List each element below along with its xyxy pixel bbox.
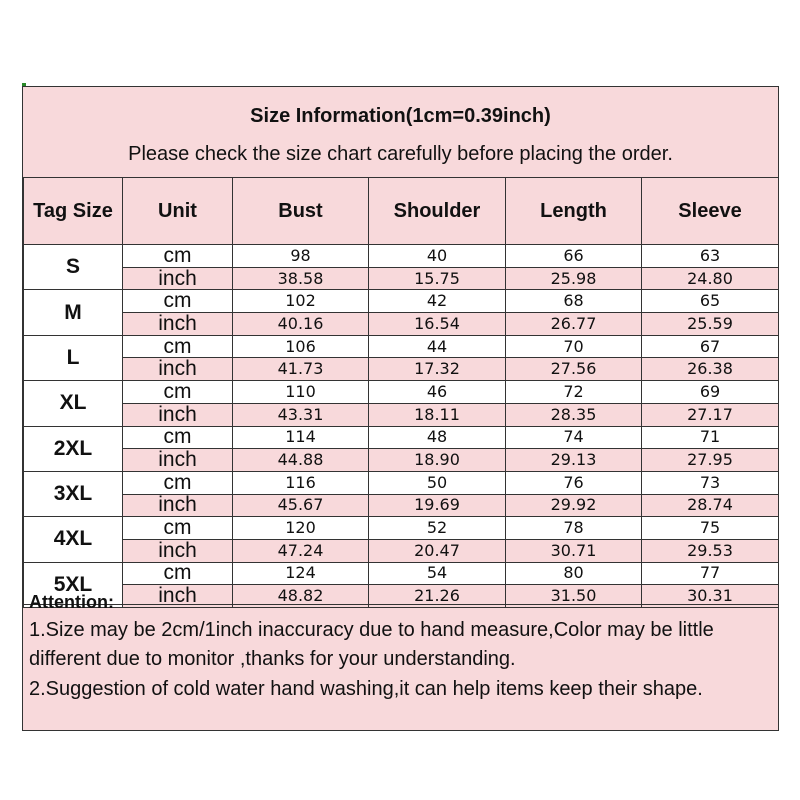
unit-cell: cm: [123, 562, 233, 585]
value-cell: 70: [506, 335, 642, 358]
value-cell: 52: [369, 517, 506, 540]
unit-cell: cm: [123, 381, 233, 404]
unit-cell: inch: [123, 358, 233, 381]
table-row: [24, 403, 779, 426]
value-cell: 77: [642, 562, 779, 585]
unit-cell: cm: [123, 426, 233, 449]
value-cell: 80: [506, 562, 642, 585]
unit-cell: inch: [123, 403, 233, 426]
value-cell: 110: [233, 381, 369, 404]
value-cell: 38.58: [233, 267, 369, 290]
value-cell: 18.90: [369, 449, 506, 472]
tag-size-cell: M: [24, 290, 123, 335]
value-cell: 30.71: [506, 539, 642, 562]
value-cell: 63: [642, 245, 779, 268]
value-cell: 27.95: [642, 449, 779, 472]
value-cell: 29.53: [642, 539, 779, 562]
tag-size-cell: L: [24, 335, 123, 380]
tag-size-cell: XL: [24, 381, 123, 426]
value-cell: 40: [369, 245, 506, 268]
value-cell: 69: [642, 381, 779, 404]
tag-size-cell: S: [24, 245, 123, 290]
col-header-length: Length: [506, 178, 642, 245]
col-header-shoulder: Shoulder: [369, 178, 506, 245]
value-cell: 30.31: [642, 585, 779, 608]
note-2: 2.Suggestion of cold water hand washing,it can help items keep their shape.: [29, 678, 703, 700]
value-cell: 46: [369, 381, 506, 404]
size-table: [23, 177, 779, 608]
value-cell: 120: [233, 517, 369, 540]
col-header-unit: Unit: [123, 178, 233, 245]
table-row: [24, 449, 779, 472]
unit-cell: cm: [123, 471, 233, 494]
tag-size-cell: 4XL: [24, 517, 123, 562]
value-cell: 28.35: [506, 403, 642, 426]
table-row: [24, 471, 779, 494]
unit-cell: inch: [123, 539, 233, 562]
value-cell: 16.54: [369, 313, 506, 336]
value-cell: 116: [233, 471, 369, 494]
value-cell: 29.13: [506, 449, 642, 472]
value-cell: 78: [506, 517, 642, 540]
value-cell: 74: [506, 426, 642, 449]
unit-cell: cm: [123, 517, 233, 540]
value-cell: 26.38: [642, 358, 779, 381]
table-row: [24, 539, 779, 562]
value-cell: 26.77: [506, 313, 642, 336]
tag-size-cell: 5XL: [24, 562, 123, 607]
value-cell: 102: [233, 290, 369, 313]
value-cell: 71: [642, 426, 779, 449]
value-cell: 67: [642, 335, 779, 358]
value-cell: 43.31: [233, 403, 369, 426]
table-row: [24, 313, 779, 336]
value-cell: 21.26: [369, 585, 506, 608]
table-row: [24, 335, 779, 358]
value-cell: 50: [369, 471, 506, 494]
unit-cell: inch: [123, 449, 233, 472]
value-cell: 68: [506, 290, 642, 313]
unit-cell: inch: [123, 313, 233, 336]
value-cell: 72: [506, 381, 642, 404]
value-cell: 20.47: [369, 539, 506, 562]
unit-cell: inch: [123, 267, 233, 290]
chart-header: [23, 87, 778, 178]
table-row: [24, 245, 779, 268]
value-cell: 28.74: [642, 494, 779, 517]
table-row: [24, 517, 779, 540]
col-header-tag-size: Tag Size: [24, 178, 123, 245]
table-row: [24, 358, 779, 381]
value-cell: 44: [369, 335, 506, 358]
table-row: [24, 290, 779, 313]
value-cell: 106: [233, 335, 369, 358]
value-cell: 73: [642, 471, 779, 494]
unit-cell: inch: [123, 494, 233, 517]
value-cell: 124: [233, 562, 369, 585]
unit-cell: cm: [123, 335, 233, 358]
value-cell: 42: [369, 290, 506, 313]
unit-cell: cm: [123, 290, 233, 313]
value-cell: 48: [369, 426, 506, 449]
unit-cell: cm: [123, 245, 233, 268]
value-cell: 25.59: [642, 313, 779, 336]
value-cell: 45.67: [233, 494, 369, 517]
table-header-row: [24, 178, 779, 245]
value-cell: 41.73: [233, 358, 369, 381]
value-cell: 98: [233, 245, 369, 268]
value-cell: 48.82: [233, 585, 369, 608]
table-row: [24, 426, 779, 449]
value-cell: 66: [506, 245, 642, 268]
table-row: [24, 562, 779, 585]
value-cell: 29.92: [506, 494, 642, 517]
value-cell: 31.50: [506, 585, 642, 608]
value-cell: 65: [642, 290, 779, 313]
size-chart: [22, 86, 779, 731]
table-row: [24, 494, 779, 517]
size-table-body: [24, 245, 779, 608]
value-cell: 47.24: [233, 539, 369, 562]
tag-size-cell: 2XL: [24, 426, 123, 471]
value-cell: 18.11: [369, 403, 506, 426]
value-cell: 40.16: [233, 313, 369, 336]
value-cell: 17.32: [369, 358, 506, 381]
unit-cell: inch: [123, 585, 233, 608]
tag-size-cell: 3XL: [24, 471, 123, 516]
attention-label: Attention:: [29, 592, 114, 612]
value-cell: 15.75: [369, 267, 506, 290]
note-1: 1.Size may be 2cm/1inch inaccuracy due to hand measure,Color may be little different due to monitor ,thanks for your understanding.: [29, 619, 714, 670]
value-cell: 76: [506, 471, 642, 494]
col-header-sleeve: Sleeve: [642, 178, 779, 245]
table-row: [24, 381, 779, 404]
chart-title: Size Information(1cm=0.39inch): [250, 105, 551, 127]
value-cell: 44.88: [233, 449, 369, 472]
value-cell: 54: [369, 562, 506, 585]
value-cell: 19.69: [369, 494, 506, 517]
value-cell: 27.56: [506, 358, 642, 381]
value-cell: 114: [233, 426, 369, 449]
value-cell: 27.17: [642, 403, 779, 426]
value-cell: 25.98: [506, 267, 642, 290]
value-cell: 24.80: [642, 267, 779, 290]
chart-subtitle: Please check the size chart carefully before placing the order.: [128, 143, 673, 165]
table-row: [24, 267, 779, 290]
col-header-bust: Bust: [233, 178, 369, 245]
value-cell: 75: [642, 517, 779, 540]
